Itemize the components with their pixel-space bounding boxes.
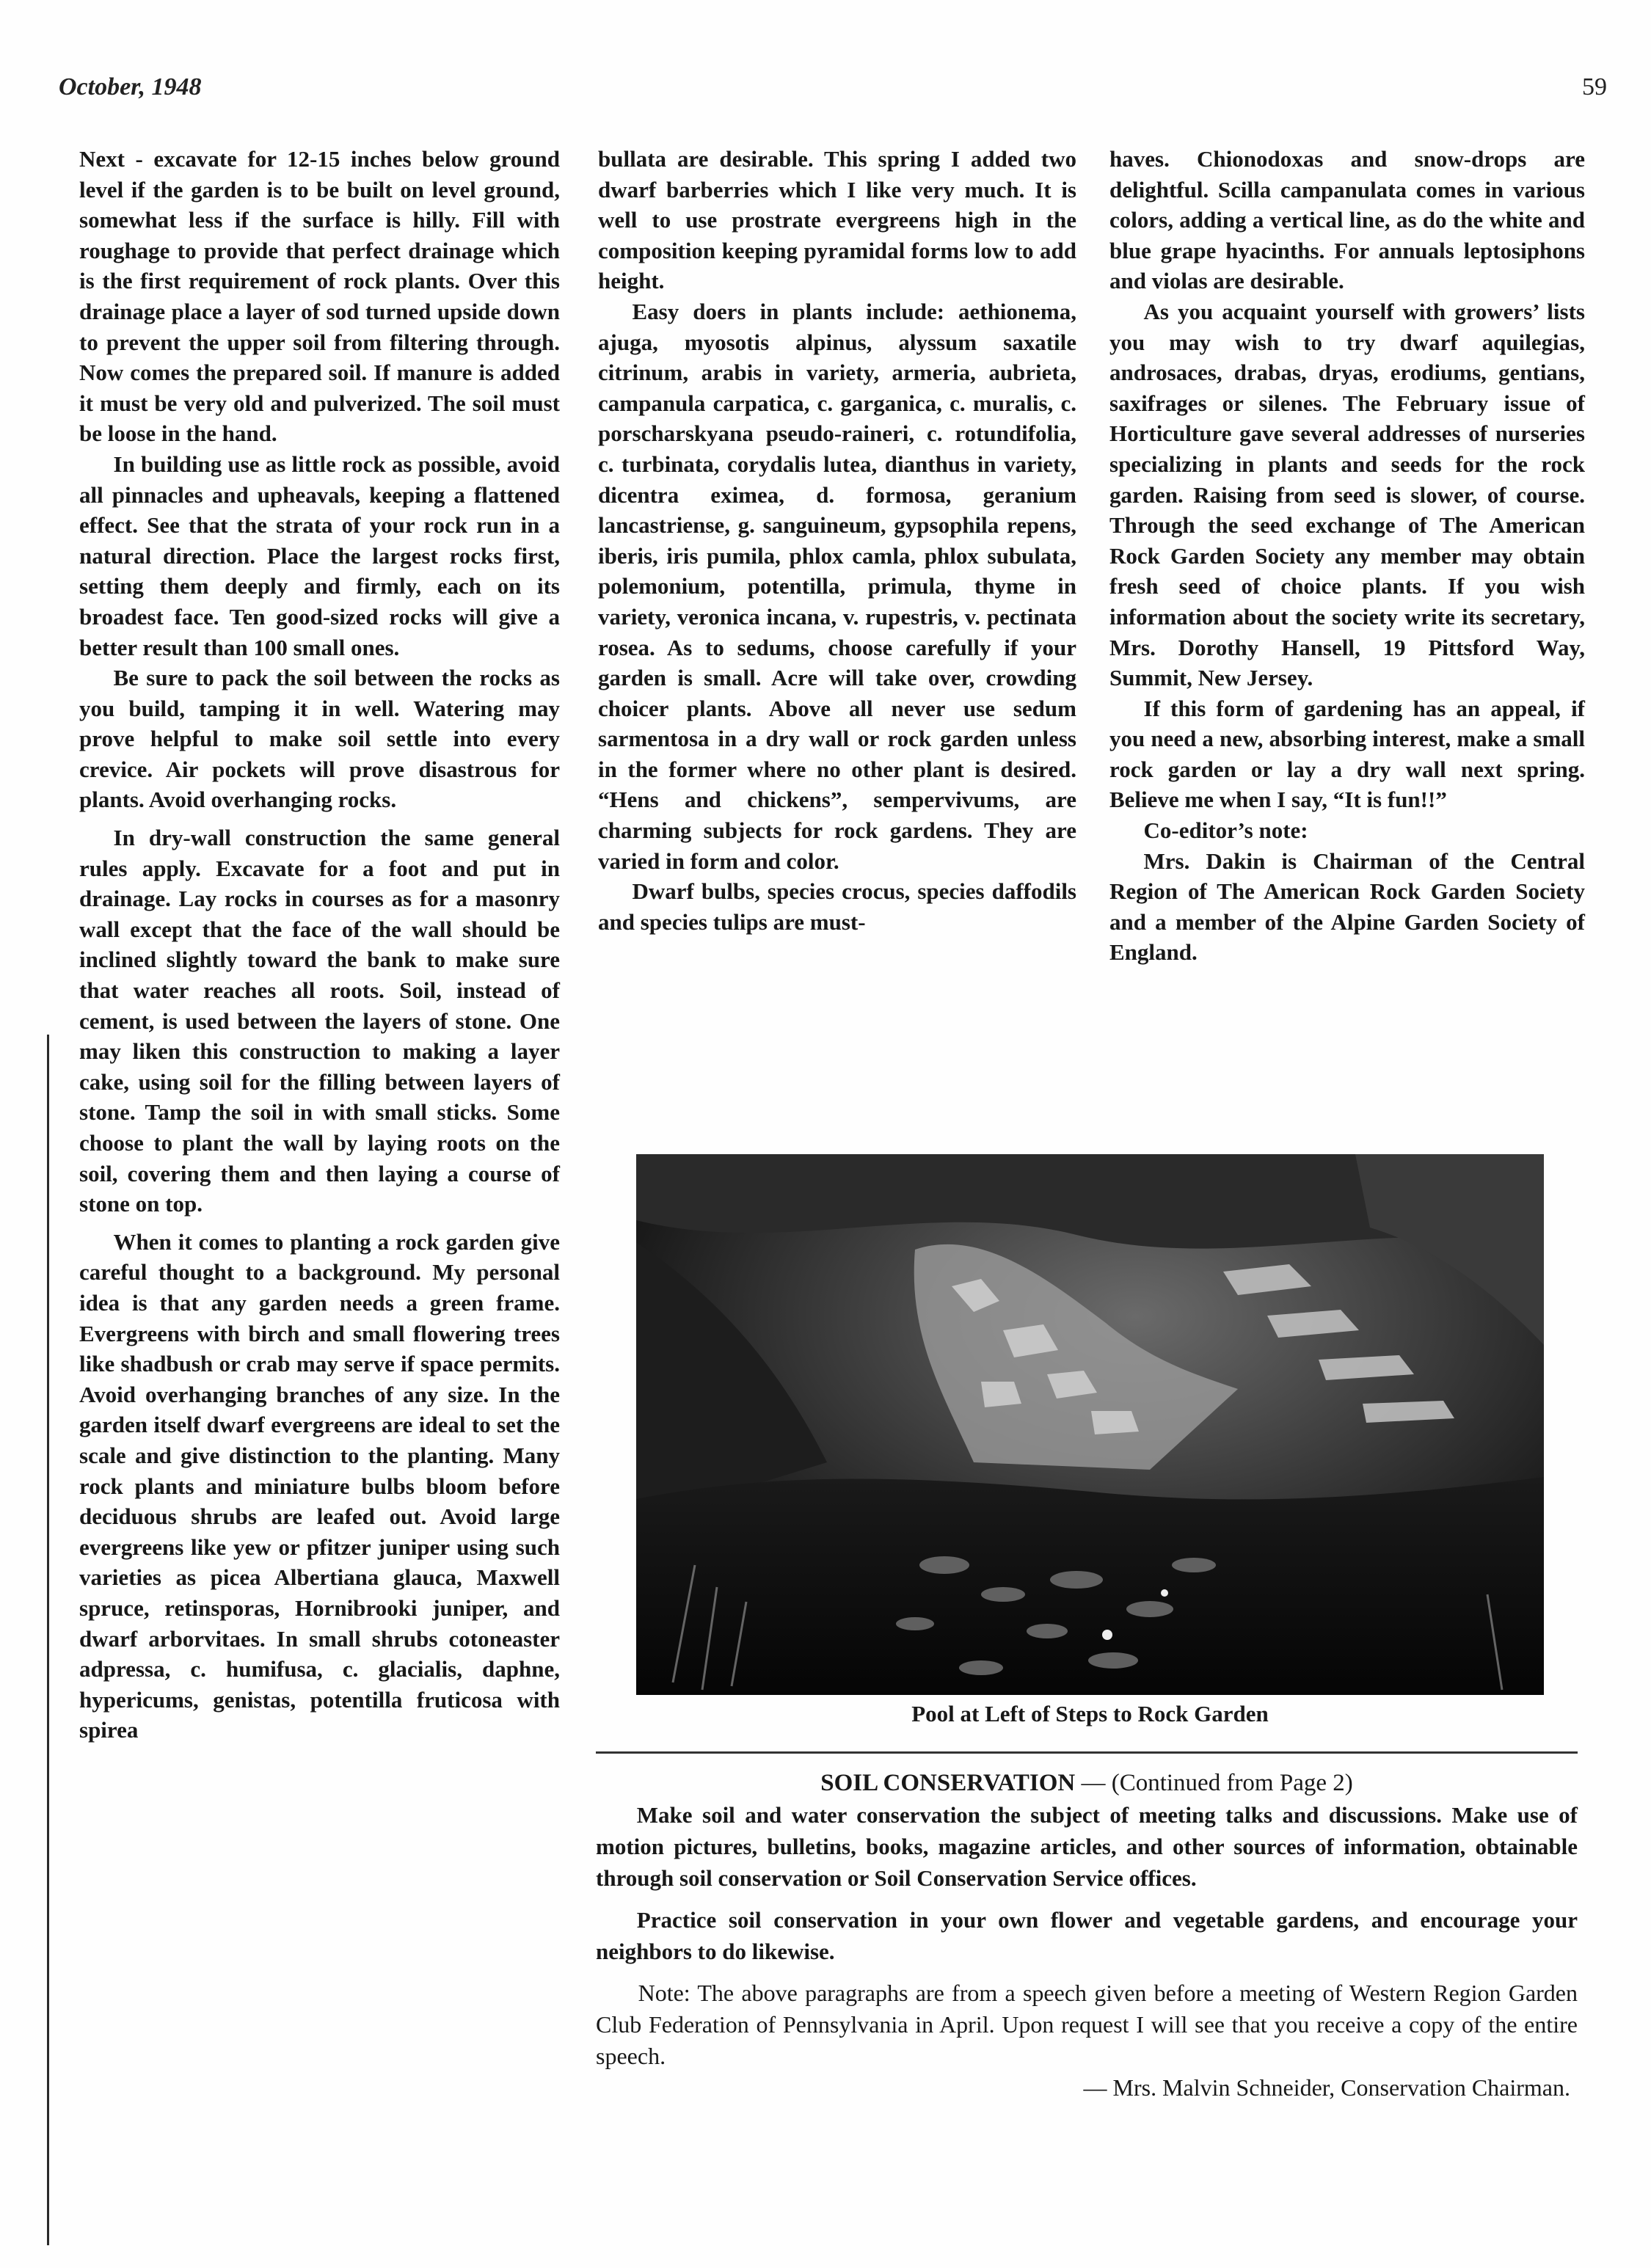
- paragraph: Make soil and water conservation the subject of meeting talks and discussions. Make use of motion pictures, bulletins, books, magazine articles, and other sources of information, obtainable through soil conservation or Soil Conservation Service offices.: [596, 1802, 1578, 1891]
- note-paragraph: Note: The above paragraphs are from a speech given before a meeting of Western Region Garden Club Federation of Pennsylvania in April. Upon request I will see that you receive a copy of the entire speech.: [596, 1980, 1578, 2069]
- page-number: 59: [1582, 73, 1607, 101]
- paragraph: As you acquaint yourself with growers’ lists you may wish to try dwarf aquilegias, androsaces, drabas, dryas, erodiums, gentians, saxifrages or silenes. The February issue of Horticulture gave several addresses of nurseries specializing in plants and seeds for the rock garden. Raising from seed is slower, of course. Through the seed exchange of The American Rock Garden Society any member may obtain fresh seed of choice plants. If you wish information about the society write its secretary, Mrs. Dorothy Hansell, 19 Pittsford Way, Summit, New Jersey.: [1109, 298, 1585, 691]
- paragraph: Easy doers in plants include: aethionema, ajuga, myosotis alpinus, alyssum saxatile citrinum, arabis in variety, armeria, aubrieta, campanula carpatica, c. garganica, c. muralis, c. porscharskyana pseudo-raineri, c. rotundifolia, c. turbinata, corydalis lutea, dianthus in variety, dicentra eximea, d. formosa, geranium lancastriense, g. sanguineum, gypsophila repens, iberis, iris pumila, phlox camla, phlox subulata, polemonium, potentilla, primula, thyme in variety, veronica incana, v. rupestris, v. pectinata rosea. As to sedums, choose carefully if your garden is small. Acre will take over, crowding choicer plants. Above all never use sedum sarmentosa in a dry wall or rock garden unless in the former where no other plant is desired. “Hens and chickens”, sempervivums, are charming subjects for rock gardens. They are varied in form and color.: [598, 298, 1076, 874]
- issue-date: October, 1948: [59, 73, 202, 101]
- paragraph: haves. Chionodoxas and snow-drops are delightful. Scilla campanulata comes in various colors, adding a vertical line, as do the white and blue grape hyacinths. For annuals leptosiphons and violas are desirable.: [1109, 146, 1585, 294]
- paragraph: If this form of gardening has an appeal, if you need a new, absorbing interest, make a small rock garden or lay a dry wall next spring. Believe me when I say, “It is fun!!”: [1109, 695, 1585, 813]
- photo-caption: Pool at Left of Steps to Rock Garden: [911, 1701, 1269, 1726]
- paragraph: Next - excavate for 12-15 inches below ground level if the garden is to be built on level ground, somewhat less if the surface is hilly. Fill with roughage to provide that perfect drainage which is the first requirement of rock plants. Over this drainage place a layer of sod turned upside down to prevent the upper soil from filtering through. Now comes the prepared soil. If manure is added it must be very old and pulverized. The soil must be loose in the hand.: [79, 146, 560, 447]
- paragraph: Practice soil conservation in your own flower and vegetable gardens, and encourage your neighbors to do likewise.: [596, 1907, 1578, 1964]
- paragraph: In building use as little rock as possible, avoid all pinnacles and upheavals, keeping a flattened effect. See that the strata of your rock run in a natural direction. Place the largest rocks first, setting them deeply and firmly, each on its broadest face. Ten good-sized rocks will give a better result than 100 small ones.: [79, 451, 560, 660]
- margin-rule: [47, 1035, 49, 2245]
- paragraph: Co-editor’s note:: [1143, 817, 1308, 844]
- paragraph: In dry-wall construction the same general rules apply. Excavate for a foot and put in drainage. Lay rocks in courses as for a masonry wall except that the face of the wall should be inclined slightly toward the bank to make sure that water reaches all roots. Soil, instead of cement, is used between the layers of stone. One may liken this construction to making a layer cake, using soil for the filling between layers of stone. Tamp the soil in with small sticks. Some choose to plant the wall by laying roots on the soil, covering them and then laying a course of stone on top.: [79, 825, 560, 1217]
- article-column-1: [79, 144, 560, 1746]
- article-column-2: [598, 144, 1076, 937]
- paragraph: When it comes to planting a rock garden give careful thought to a background. My personal idea is that any garden needs a green frame. Evergreens with birch and small flowering trees like shadbush or crab may serve if space permits. Avoid overhanging branches of any size. In the garden itself dwarf evergreens are ideal to set the scale and give distinction to the planting. Many rock plants and miniature bulbs bloom before deciduous shrubs are leafed out. Avoid large evergreens like yew or pfitzer juniper using such varieties as picea Albertiana glauca, Maxwell spruce, retinsporas, Hornibrooki juniper, and dwarf arborvitaes. In small shrubs cotoneaster adpressa, c. humifusa, c. glacialis, daphne, hypericums, genistas, potentilla fruticosa with spirea: [79, 1228, 560, 1743]
- section-divider: [596, 1751, 1578, 1754]
- paragraph: Dwarf bulbs, species crocus, species daffodils and species tulips are must-: [598, 878, 1076, 935]
- signature: — Mrs. Malvin Schneider, Conservation Chairman.: [1083, 2074, 1570, 2101]
- section-title: SOIL CONSERVATION: [820, 1770, 1076, 1796]
- paragraph: Mrs. Dakin is Chairman of the Central Region of The American Rock Garden Society and a member of the Alpine Garden Society of England.: [1109, 847, 1585, 966]
- soil-conservation-section: [596, 1767, 1578, 2104]
- paragraph: Be sure to pack the soil between the rocks as you build, tamping it in well. Watering may prove helpful to make soil settle into every crevice. Air pockets will prove disastrous for plants. Avoid overhanging rocks.: [79, 665, 560, 813]
- rock-garden-pool-photo: [636, 1154, 1544, 1695]
- paragraph: bullata are desirable. This spring I added two dwarf barberries which I like very much. It is well to use prostrate evergreens high in the composition keeping pyramidal forms low to add height.: [598, 146, 1076, 294]
- continued-note: — (Continued from Page 2): [1081, 1770, 1353, 1796]
- section-heading: [596, 1767, 1578, 1799]
- article-column-3: [1109, 144, 1585, 968]
